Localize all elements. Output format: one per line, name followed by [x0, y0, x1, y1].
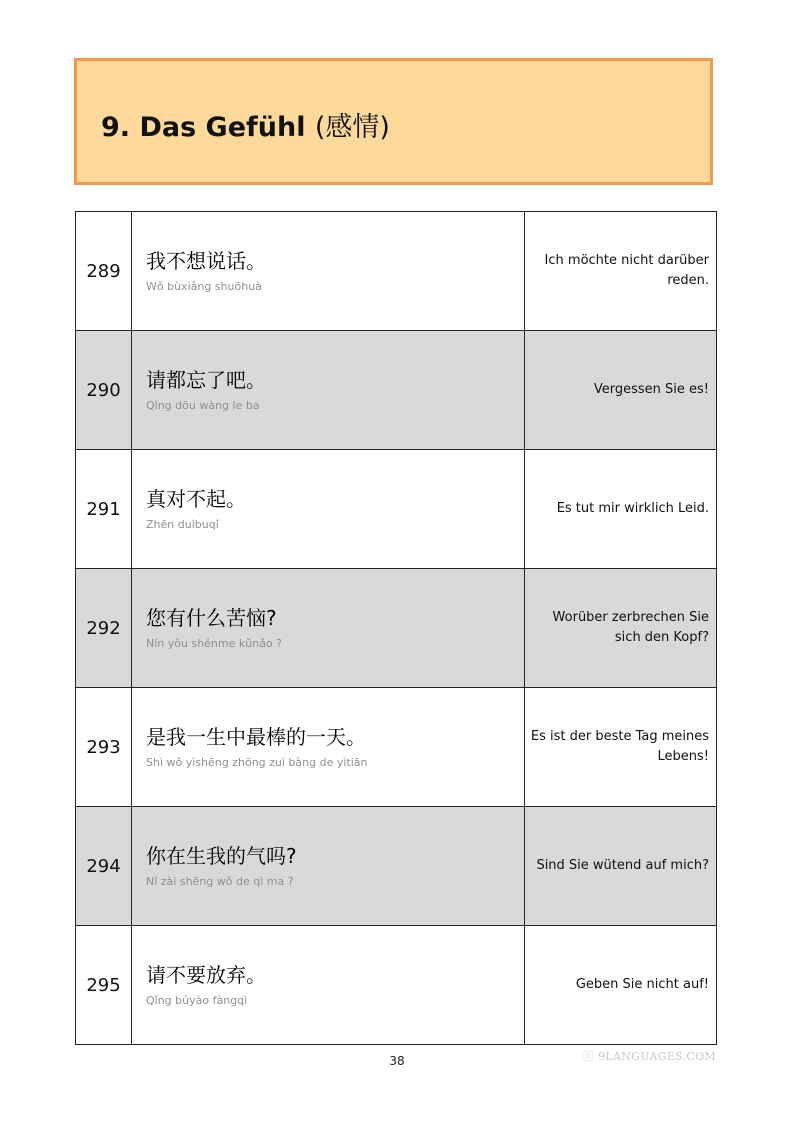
phrase-number: 289 — [76, 212, 132, 331]
phrase-number: 294 — [76, 807, 132, 926]
phrase-table — [75, 211, 717, 1045]
phrase-number: 293 — [76, 688, 132, 807]
table-row — [76, 212, 717, 331]
german-text: Worüber zerbrechen Sie sich den Kopf? — [552, 610, 709, 645]
hanzi-text: 你在生我的气吗? — [146, 844, 297, 868]
chapter-title-box — [74, 58, 713, 185]
pinyin-text: Wǒ bùxiǎng shuōhuà — [146, 280, 262, 293]
german-text: Ich möchte nicht darüber reden. — [544, 253, 709, 288]
pinyin-text: Shì wǒ yìshēng zhōng zuì bàng de yìtiān — [146, 756, 368, 769]
hanzi-text: 请都忘了吧。 — [146, 368, 266, 392]
german-text: Sind Sie wütend auf mich? — [536, 858, 709, 873]
chinese-cell — [132, 688, 525, 807]
chinese-cell — [132, 331, 525, 450]
hanzi-text: 请不要放弃。 — [146, 963, 266, 987]
german-cell — [525, 331, 717, 450]
hanzi-text: 您有什么苦恼? — [146, 606, 277, 630]
chapter-title — [101, 105, 390, 144]
german-cell — [525, 569, 717, 688]
chinese-cell — [132, 807, 525, 926]
chinese-cell — [132, 450, 525, 569]
german-text: Geben Sie nicht auf! — [575, 977, 709, 992]
pinyin-text: Nín yǒu shénme kǔnǎo ? — [146, 637, 283, 650]
pinyin-text: Nǐ zài shēng wǒ de qì ma ? — [146, 875, 294, 888]
phrase-number: 290 — [76, 331, 132, 450]
german-cell — [525, 688, 717, 807]
hanzi-text: 我不想说话。 — [146, 249, 266, 273]
german-text: Es ist der beste Tag meines Lebens! — [530, 729, 709, 764]
pinyin-text: Qǐng búyào fàngqì — [146, 994, 248, 1007]
german-cell — [525, 450, 717, 569]
chinese-cell — [132, 212, 525, 331]
german-cell — [525, 212, 717, 331]
hanzi-text: 是我一生中最棒的一天。 — [146, 725, 366, 749]
table-row — [76, 688, 717, 807]
copyright-watermark: ⓒ 9LANGUAGES.COM — [583, 1050, 716, 1063]
hanzi-text: 真对不起。 — [146, 487, 246, 511]
table-row — [76, 807, 717, 926]
phrase-number: 292 — [76, 569, 132, 688]
table-row — [76, 331, 717, 450]
chinese-cell — [132, 926, 525, 1045]
pinyin-text: Qǐng dōu wàng le ba — [146, 399, 260, 412]
phrase-number: 291 — [76, 450, 132, 569]
chapter-title-german: 9. Das Gefühl — [101, 112, 306, 143]
german-text: Es tut mir wirklich Leid. — [556, 501, 709, 516]
chinese-cell — [132, 569, 525, 688]
pinyin-text: Zhēn duìbuqǐ — [146, 518, 219, 531]
chapter-title-chinese: (感情) — [314, 112, 390, 143]
phrase-number: 295 — [76, 926, 132, 1045]
table-row — [76, 569, 717, 688]
german-cell — [525, 807, 717, 926]
german-text: Vergessen Sie es! — [593, 382, 709, 397]
page-number: 38 — [389, 1054, 405, 1068]
german-cell — [525, 926, 717, 1045]
table-row — [76, 926, 717, 1045]
table-row — [76, 450, 717, 569]
